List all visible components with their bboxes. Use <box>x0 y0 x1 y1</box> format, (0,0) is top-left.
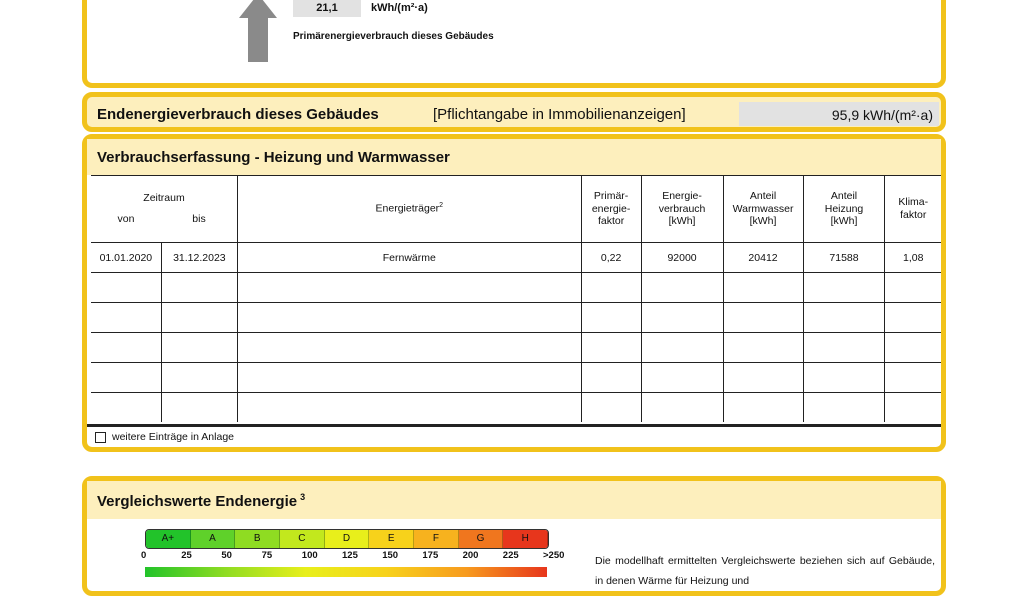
efficiency-class-g: G <box>459 530 504 548</box>
table-header-row <box>91 176 941 243</box>
compare-title <box>97 492 305 510</box>
table-row <box>91 393 941 423</box>
end-energy-title: Endenergieverbrauch dieses Gebäudes <box>97 106 379 123</box>
table-row <box>91 363 941 393</box>
cell-klima: 1,08 <box>885 243 941 273</box>
efficiency-class-scale <box>145 529 549 549</box>
scale-tick-label: 75 <box>261 550 273 561</box>
header-warmwasser: Anteil Warmwasser [kWh] <box>723 176 803 243</box>
header-heizung: Anteil Heizung [kWh] <box>803 176 885 243</box>
efficiency-class-a-plus: A+ <box>146 530 191 548</box>
header-verbrauch: Energie-verbrauch [kWh] <box>641 176 723 243</box>
table-row <box>91 303 941 333</box>
more-entries-row[interactable] <box>95 431 234 443</box>
header-energietraeger-label: Energieträger <box>375 202 440 215</box>
table-row <box>91 333 941 363</box>
cell-faktor: 0,22 <box>581 243 641 273</box>
header-von: von <box>117 213 135 225</box>
efficiency-class-c: C <box>280 530 325 548</box>
footnote-2: 2 <box>439 202 444 210</box>
header-primaerfaktor: Primär-energie-faktor <box>581 176 641 243</box>
end-energy-panel <box>82 92 946 132</box>
header-energietraeger <box>238 176 582 243</box>
efficiency-class-f: F <box>414 530 459 548</box>
compare-title-text: Vergleichswerte Endenergie <box>97 493 298 510</box>
cell-bis: 31.12.2023 <box>161 243 237 273</box>
scale-tick-label: 200 <box>462 550 479 561</box>
scale-tick-label: 100 <box>301 550 318 561</box>
primary-energy-value: 21,1 <box>293 0 361 17</box>
consumption-panel <box>82 134 946 452</box>
scale-tick-label: 225 <box>502 550 519 561</box>
header-zeitraum <box>91 176 238 243</box>
header-bis: bis <box>192 213 206 225</box>
primary-energy-unit: kWh/(m²·a) <box>371 2 428 14</box>
cell-traeger: Fernwärme <box>238 243 582 273</box>
compare-panel <box>82 476 946 596</box>
scale-tick-label: 125 <box>342 550 358 561</box>
consumption-header <box>87 139 941 175</box>
efficiency-class-b: B <box>235 530 280 548</box>
scale-tick-label: 150 <box>382 550 399 561</box>
compare-header <box>87 481 941 519</box>
scale-tick-label: 0 <box>141 550 147 561</box>
header-klimafaktor: Klima-faktor <box>885 176 941 243</box>
consumption-title: Verbrauchserfassung - Heizung und Warmwasser <box>97 149 450 166</box>
scale-tick-label: >250 <box>543 550 565 561</box>
table-row <box>91 273 941 303</box>
primary-energy-label: Primärenergieverbrauch dieses Gebäudes <box>293 31 494 42</box>
table-bottom-rule <box>87 424 941 427</box>
efficiency-scale-ticks <box>139 550 565 564</box>
cell-verbrauch: 92000 <box>641 243 723 273</box>
efficiency-class-a: A <box>191 530 236 548</box>
arrow-shaft <box>248 16 268 62</box>
end-energy-subtitle: [Pflichtangabe in Immobilienanzeigen] <box>433 106 686 123</box>
cell-warmwasser: 20412 <box>723 243 803 273</box>
table-row <box>91 243 941 273</box>
footnote-3: 3 <box>300 492 306 502</box>
efficiency-class-h: H <box>503 530 548 548</box>
end-energy-value: 95,9 kWh/(m²·a) <box>739 102 939 126</box>
scale-tick-label: 175 <box>422 550 439 561</box>
efficiency-class-d: D <box>325 530 370 548</box>
scale-tick-label: 50 <box>221 550 232 561</box>
scale-tick-label: 25 <box>181 550 192 561</box>
more-entries-label: weitere Einträge in Anlage <box>112 431 234 443</box>
more-entries-checkbox[interactable] <box>95 432 106 443</box>
cell-heizung: 71588 <box>803 243 885 273</box>
efficiency-class-e: E <box>369 530 414 548</box>
primary-energy-panel <box>82 0 946 88</box>
header-zeitraum-label: Zeitraum <box>143 192 185 205</box>
compare-description: Die modellhaft ermittelten Vergleichswerte beziehen sich auf Gebäude, in denen Wärme für Heizung und <box>595 555 935 587</box>
consumption-table <box>91 175 941 422</box>
cell-von: 01.01.2020 <box>91 243 161 273</box>
